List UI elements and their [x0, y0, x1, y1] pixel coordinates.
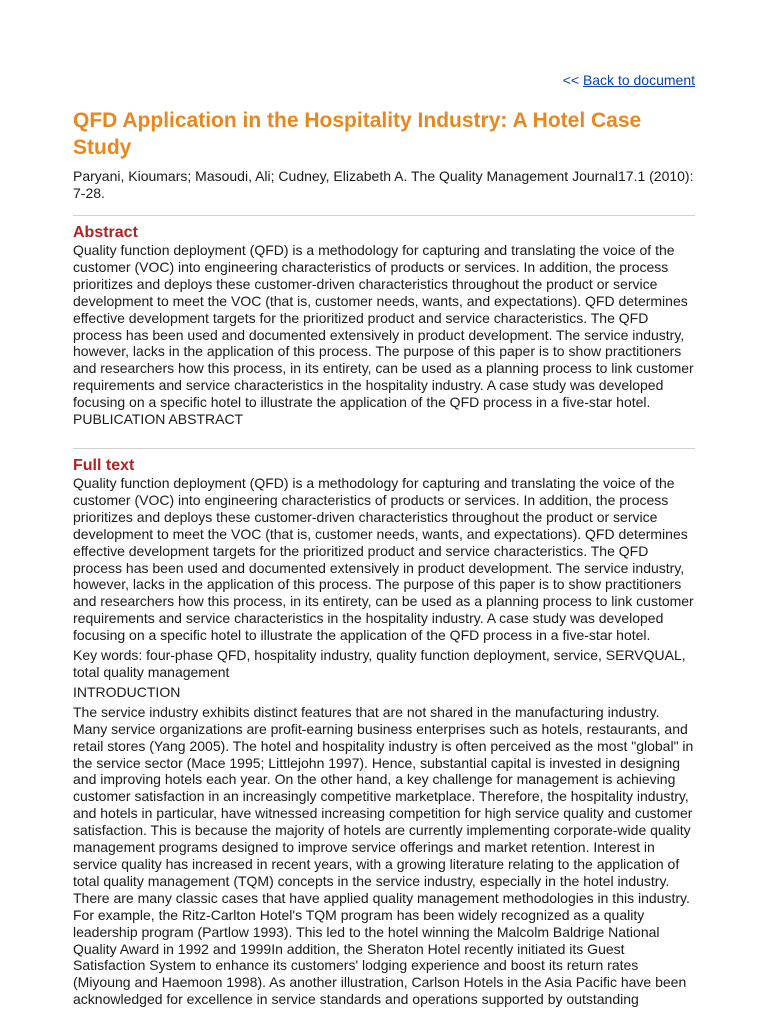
back-to-document-link[interactable]: Back to document — [582, 72, 695, 88]
introduction-label: INTRODUCTION — [73, 683, 181, 700]
keywords: Key words: four-phase QFD, hospitality industry, quality function deployment, service, SERVQUAL, total quality management — [73, 647, 686, 680]
document-title: QFD Application in the Hospitality Industry: A Hotel Case Study — [73, 109, 642, 159]
divider-abstract — [73, 215, 695, 216]
fulltext-intro-paragraph: Quality function deployment (QFD) is a methodology for capturing and translating the voice of the customer (VOC) into engineering characteristics of products or services. In addition, the process prioritizes and deploys these customer-driven characteristics throughout the product or service development to meet the VOC (that is, customer needs, wants, and expectations). QFD determines effective development targets for the prioritized product and service characteristics. The QFD process has been used and documented extensively in product development. The service industry, however, lacks in the application of this process. The purpose of this paper is to show practitioners and researchers how this process, in its entirety, can be used as a planning process to link customer requirements and service characteristics in the hospitality industry. A case study was developed focusing on a specific hotel to illustrate the application of the QFD process in a five-star hotel. — [73, 474, 694, 644]
fulltext-heading: Full text — [73, 456, 135, 474]
abstract-heading: Abstract — [73, 224, 138, 241]
back-arrows: << — [562, 72, 580, 88]
citation: Paryani, Kioumars; Masoudi, Ali; Cudney, Elizabeth A. The Quality Management Journal17.1 (2010): 7-28. — [73, 168, 694, 201]
abstract-body: Quality function deployment (QFD) is a methodology for capturing and translating the voice of the customer (VOC) into engineering characteristics of products or services. In addition, the process prioritizes and deploys these customer-driven characteristics throughout the product or service development to meet the VOC (that is, customer needs, wants, and expectations). QFD determines effective development targets for the prioritized product and service characteristics. The QFD process has been used and documented extensively in product development. The service industry, however, lacks in the application of this process. The purpose of this paper is to show practitioners and researchers how this process, in its entirety, can be used as a planning process to link customer requirements and service characteristics in the hospitality industry. A case study was developed focusing on a specific hotel to illustrate the application of the QFD process in a five-star hotel. — [73, 242, 694, 411]
divider-fulltext — [73, 448, 695, 449]
publication-abstract-label: PUBLICATION ABSTRACT — [73, 411, 244, 428]
back-nav — [73, 71, 695, 89]
introduction-body: The service industry exhibits distinct features that are not shared in the manufacturing industry. Many service organizations are profit-earning business enterprises such as hotels, restaurants, and retail stores (Yang 2005). The hotel and hospitality industry is often perceived as the most "global" in the service sector (Mace 1995; Littlejohn 1997). Hence, substantial capital is invested in designing and improving hotels each year. On the other hand, a key challenge for management is achieving customer satisfaction in an increasingly competitive marketplace. Therefore, the hospitality industry, and hotels in particular, have witnessed increasing competition for high service quality and customer satisfaction. This is because the majority of hotels are currently implementing corporate-wide quality management programs designed to improve service offerings and market retention. Interest in service quality has increased in recent years, with a growing literature relating to the application of total quality management (TQM) concepts in the service industry, especially in the hotel industry. There are many classic cases that have applied quality management methodologies in this industry. For example, the Ritz-Carlton Hotel's TQM program has been widely recognized as a quality leadership program (Partlow 1993). This led to the hotel winning the Malcolm Baldrige National Quality Award in 1992 and 1999In addition, the Sheraton Hotel recently initiated its Guest Satisfaction System to enhance its customers' lodging experience and boost its return rates (Miyoung and Haemoon 1998). As another illustration, Carlson Hotels in the Asia Pacific have been acknowledged for excellence in service standards and operations supported by outstanding — [73, 703, 694, 1008]
